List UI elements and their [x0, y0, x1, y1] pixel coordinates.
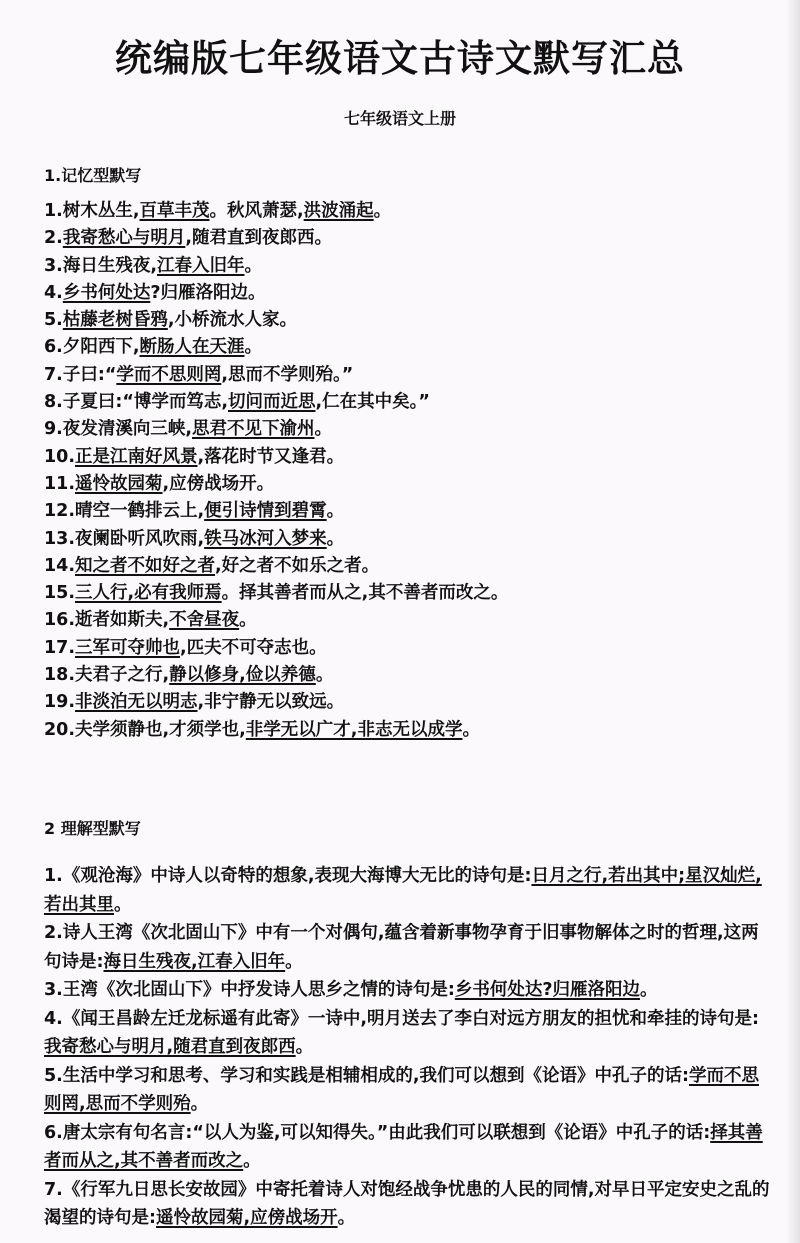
prompt-text: 14. [44, 555, 76, 576]
prompt-text: 。 [373, 201, 392, 221]
answer-text: 择其善者而从之,其不善者而改之 [44, 1122, 763, 1171]
prompt-text: ,随君直到夜郎西。 [185, 228, 332, 249]
prompt-text: 。择其善者而从之,其不善者而改之。 [221, 583, 509, 604]
page-edge-shadow [786, 0, 800, 1243]
answer-text: 知之者不如好之者 [75, 555, 216, 576]
list-item [44, 689, 774, 716]
answer-text: 正是江南好风景 [75, 446, 198, 467]
answer-text: 静以修身,俭以养德 [169, 665, 316, 686]
answer-text: 我寄愁心与明月,随君直到夜郎西 [44, 1037, 296, 1057]
answer-text: 海日生残夜,江春入旧年 [103, 951, 286, 972]
answer-text: 不舍昼夜 [169, 610, 240, 631]
prompt-text: 2.诗人王湾《次北固山下》中有一个对偶句,蕴含着新事物孕育于旧事物解体之时的哲理,这两句诗是: [44, 923, 759, 972]
prompt-text: 5. [44, 310, 63, 331]
prompt-text: 7.《行军九日思长安故园》中寄托着诗人对饱经战争忧患的人民的同情,对早日平定安史之乱的渴望的诗句是: [44, 1179, 770, 1228]
prompt-text: 17. [44, 637, 76, 658]
prompt-text: ,落花时节又逢君。 [197, 446, 345, 467]
section-heading-memory: 1.记忆型默写 [44, 166, 142, 185]
prompt-text: ,仁在其中矣。” [315, 392, 430, 413]
answer-text: 学而不思则罔,思而不学则殆 [44, 1065, 759, 1114]
answer-text: 江春入旧年 [156, 255, 245, 276]
prompt-text: 。 [285, 951, 303, 972]
prompt-text: 11. [44, 473, 76, 494]
list-item [44, 919, 774, 976]
prompt-text: 。 [244, 255, 262, 276]
list-item [44, 662, 774, 689]
list-item [44, 362, 774, 389]
list-item [44, 416, 774, 443]
list-item [44, 553, 774, 580]
prompt-text: 。 [295, 1037, 314, 1057]
list-item [44, 334, 774, 361]
answer-text: 日月之行,若出其中;星汉灿烂,若出其里 [44, 866, 762, 915]
prompt-text: ,小桥流水人家。 [167, 310, 297, 331]
prompt-text: 4.《闻王昌龄左迁龙标遥有此寄》一诗中,明月送去了李白对远方朋友的担忧和牵挂的诗句是: [44, 1008, 759, 1029]
list-item [44, 976, 774, 1005]
prompt-text: 7.子曰:“ [44, 364, 117, 385]
prompt-text: 15. [44, 583, 76, 604]
prompt-text: 6.唐太宗有句名言:“以人为鉴,可以知得失。”由此我们可以联想到《论语》中孔子的话: [44, 1122, 711, 1143]
list-item [44, 389, 774, 416]
prompt-text: 6.夕阳西下, [44, 337, 140, 358]
answer-text: 乡书何处达?归雁洛阳边 [454, 980, 640, 1000]
answer-text: 切问而近思 [227, 392, 316, 413]
prompt-text: ?归雁洛阳边。 [150, 282, 266, 303]
answer-text: 三军可夺帅也 [75, 637, 181, 658]
list-item [44, 526, 774, 553]
list-item [44, 307, 774, 334]
prompt-text: 。 [314, 419, 332, 440]
list-item [44, 1005, 774, 1062]
prompt-text: 1.树木丛生, [44, 201, 140, 221]
prompt-text: ,匹夫不可夺志也。 [180, 637, 327, 658]
list-item [44, 280, 774, 307]
list-item [44, 717, 774, 744]
list-item [44, 1176, 774, 1233]
page-title: 统编版七年级语文古诗文默写汇总 [115, 37, 685, 80]
prompt-text: 1.《观沧海》中诗人以奇特的想象,表现大海博大无比的诗句是: [44, 866, 532, 886]
prompt-text: 。 [315, 665, 334, 686]
prompt-text: 12.晴空一鹤排云上, [44, 501, 205, 522]
prompt-text: 5.生活中学习和思考、学习和实践是相辅相成的,我们可以想到《论语》中孔子的话: [44, 1065, 689, 1086]
prompt-text: 3.海日生残夜, [44, 255, 157, 276]
memory-dictation-list [44, 198, 774, 744]
prompt-text: 8.子夏曰:“博学而笃志, [44, 392, 228, 413]
answer-text: 非学无以广才,非志无以成学 [245, 719, 463, 740]
answer-text: 学而不思则罔 [116, 364, 222, 385]
prompt-text: 。 [114, 894, 132, 915]
answer-text: 枯藤老树昏鸦 [62, 310, 168, 331]
prompt-text: 。 [326, 501, 345, 522]
prompt-text: 20.夫学须静也,才须学也, [44, 719, 246, 740]
answer-text: 非淡泊无以明志 [75, 692, 198, 713]
answer-text: 洪波涌起 [303, 201, 374, 221]
prompt-text: 。 [326, 528, 345, 549]
prompt-text: 2. [44, 228, 63, 249]
list-item [44, 635, 774, 662]
prompt-text: 4. [44, 282, 63, 303]
list-item [44, 444, 774, 471]
volume-subtitle: 七年级语文上册 [343, 109, 456, 128]
answer-text: 便引诗情到碧霄 [204, 501, 327, 522]
list-item [44, 498, 774, 525]
answer-text: 断肠人在天涯 [139, 337, 245, 358]
list-item [44, 580, 774, 607]
prompt-text: ,应傍战场开。 [162, 473, 275, 494]
list-item [44, 471, 774, 498]
answer-text: 遥怜故园菊,应傍战场开 [156, 1208, 338, 1228]
list-item [44, 225, 774, 252]
prompt-text: 13.夜阑卧听风吹雨, [44, 528, 205, 549]
prompt-text: 16.逝者如斯夫, [44, 610, 170, 631]
prompt-text: 3.王湾《次北固山下》中抒发诗人思乡之情的诗句是: [44, 980, 455, 1000]
prompt-text: 19. [44, 692, 76, 713]
list-item [44, 862, 774, 919]
list-item [44, 607, 774, 634]
comprehension-dictation-list [44, 862, 774, 1233]
prompt-text: ,好之者不如乐之者。 [215, 555, 380, 576]
answer-text: 铁马冰河入梦来 [204, 528, 327, 549]
prompt-text: 。 [190, 1094, 209, 1114]
prompt-text: 18.夫君子之行, [44, 665, 170, 686]
list-item [44, 198, 774, 225]
answer-text: 三人行,必有我师焉 [75, 583, 222, 604]
answer-text: 思君不见下渝州 [191, 419, 315, 440]
answer-text: 乡书何处达 [62, 282, 151, 303]
prompt-text: 9.夜发清溪向三峡, [44, 419, 192, 440]
prompt-text: 。秋风萧瑟, [209, 201, 304, 221]
prompt-text: 。 [462, 719, 480, 740]
prompt-text: 10. [44, 446, 76, 467]
answer-text: 百草丰茂 [139, 201, 210, 221]
prompt-text: 。 [243, 1151, 261, 1171]
section-heading-comprehension: 2 理解型默写 [44, 819, 141, 838]
prompt-text: 。 [239, 610, 257, 631]
prompt-text: ,思而不学则殆。” [221, 364, 354, 385]
list-item [44, 1119, 774, 1176]
prompt-text: ,非宁静无以致远。 [197, 692, 345, 713]
list-item [44, 1062, 774, 1119]
prompt-text: 。 [244, 337, 262, 358]
answer-text: 遥怜故园菊 [75, 473, 163, 494]
list-item [44, 253, 774, 280]
answer-text: 我寄愁心与明月 [62, 228, 186, 249]
prompt-text: 。 [639, 980, 658, 1000]
prompt-text: 。 [337, 1208, 356, 1228]
